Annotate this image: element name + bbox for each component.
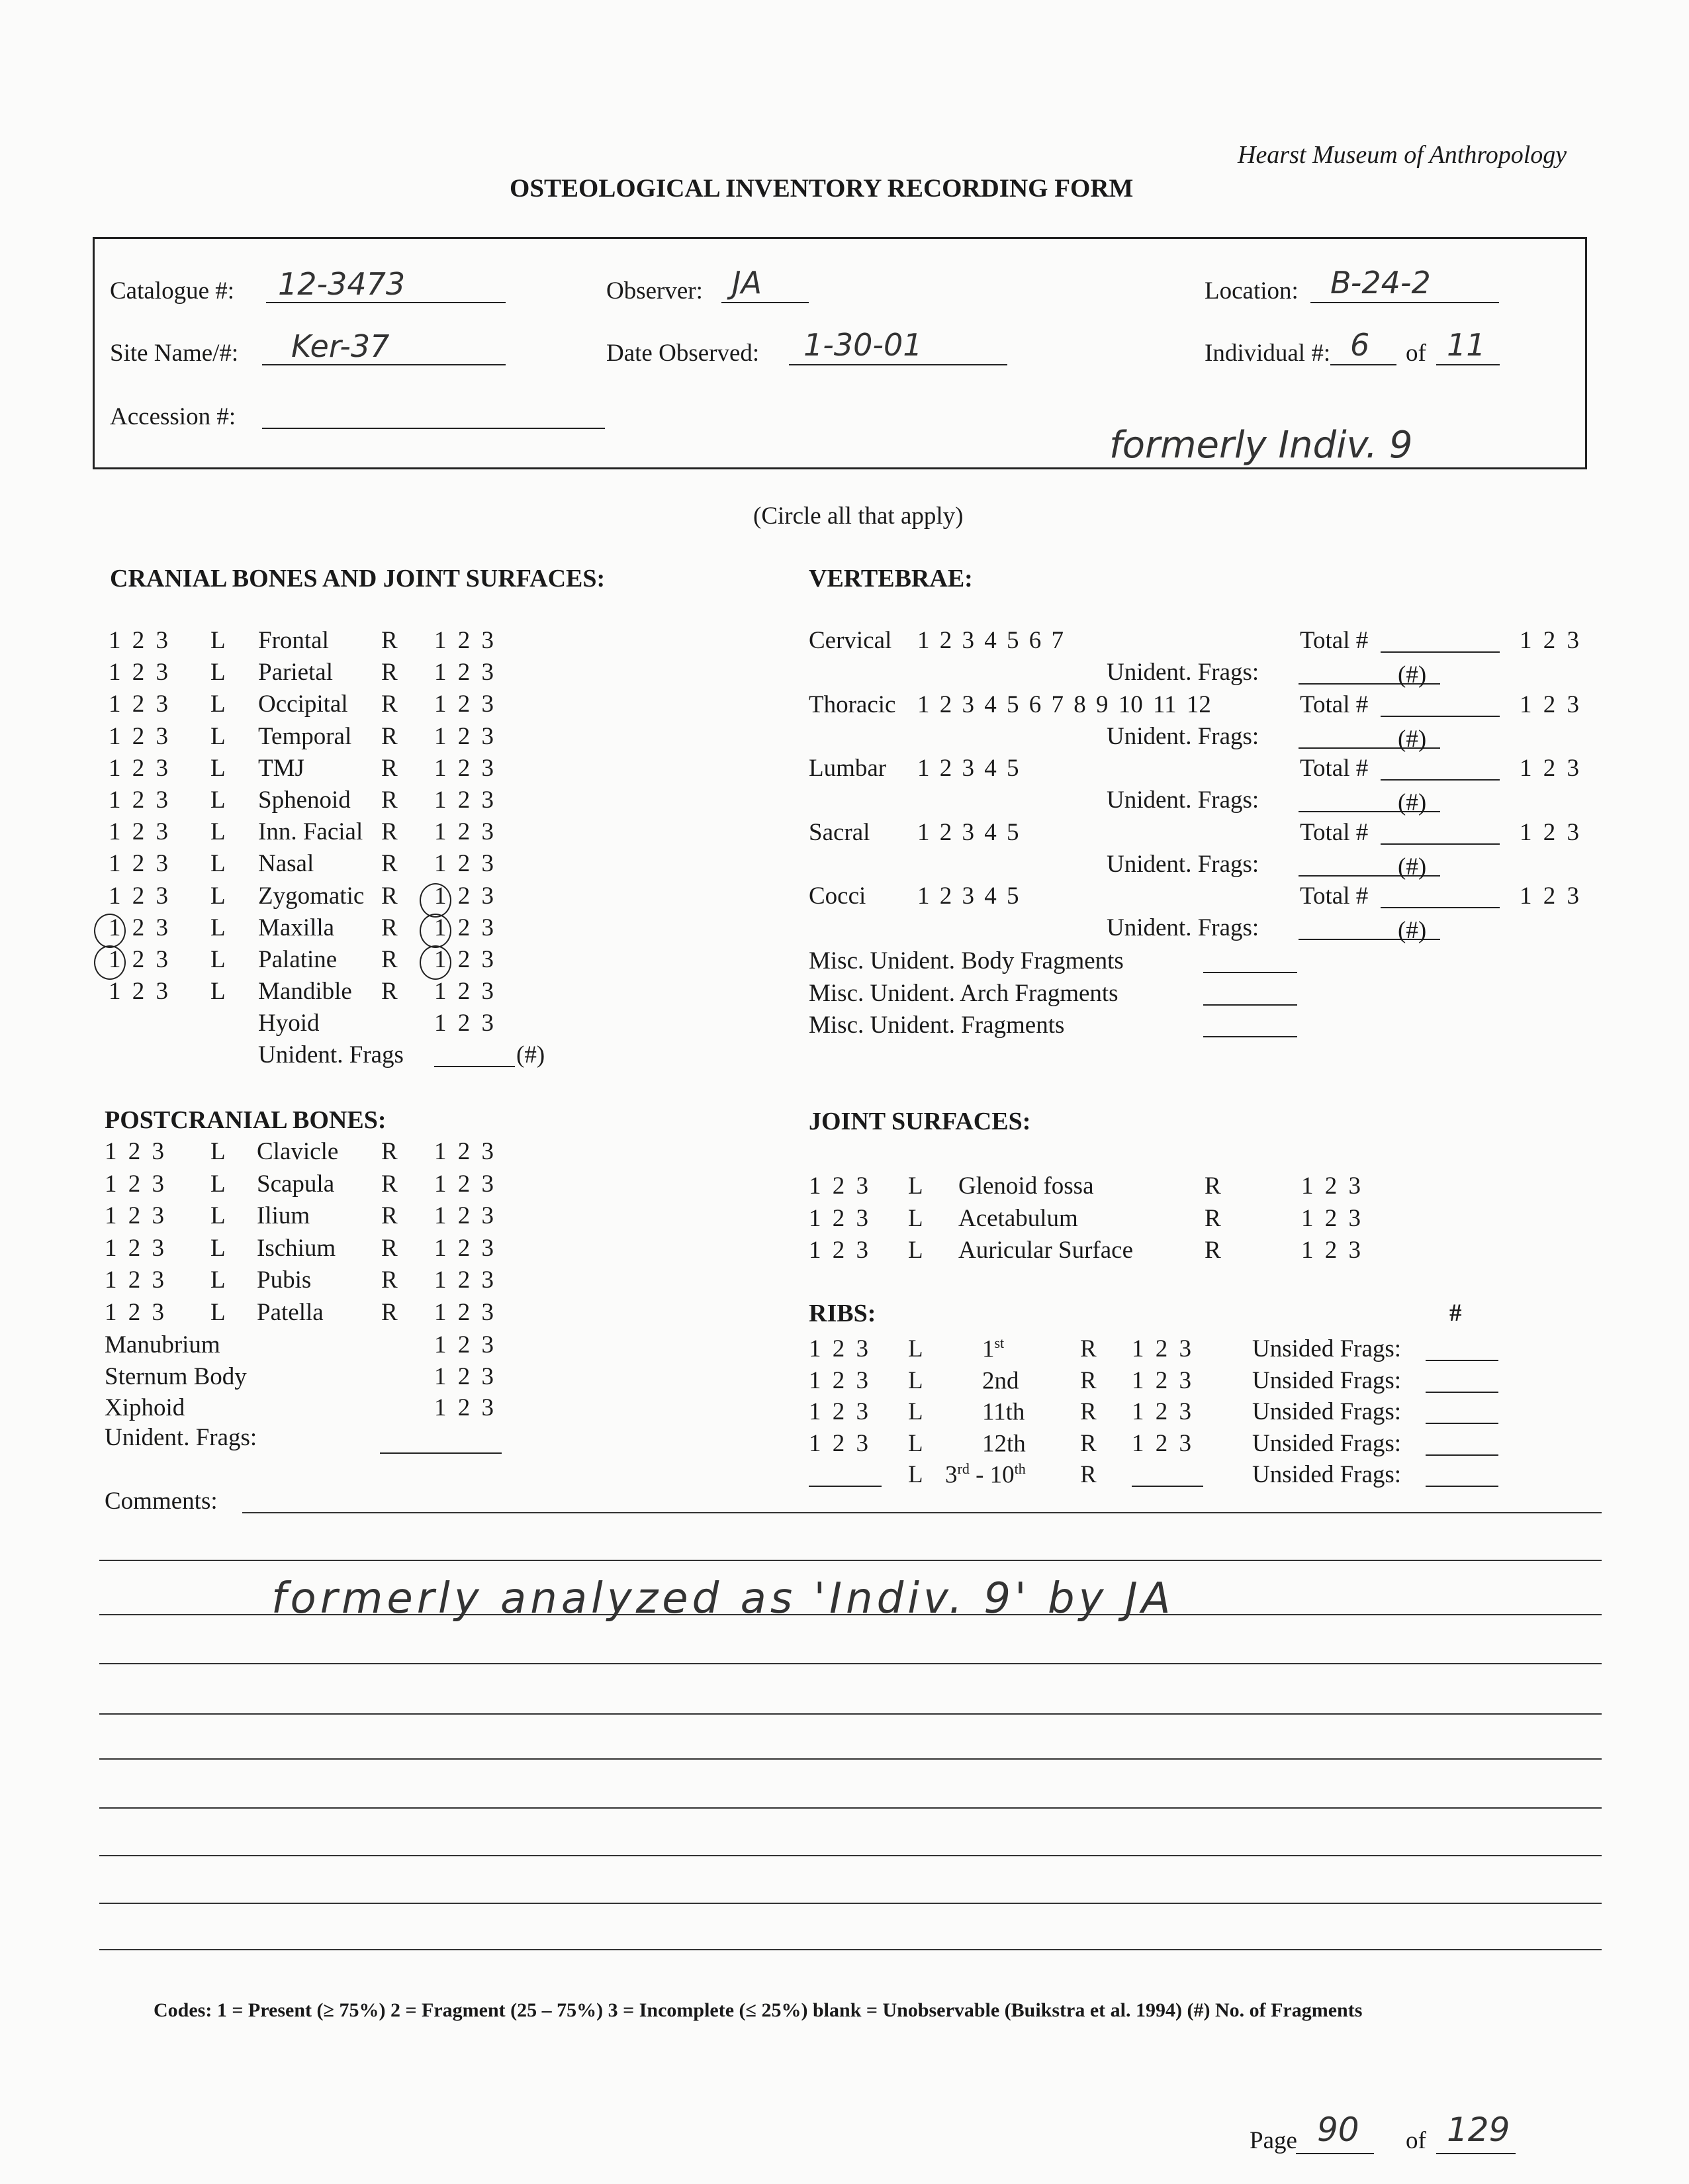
rib-name (982, 1335, 1004, 1363)
rib-right-codes[interactable]: 1 2 3 (1132, 1429, 1191, 1457)
cranial-left-codes[interactable]: 1 2 3 (109, 978, 168, 1006)
rib-unsided-label: Unsided Frags: (1252, 1335, 1402, 1362)
postcranial-bone-name: Scapula (257, 1170, 335, 1198)
cranial-right-codes[interactable]: 1 2 3 (434, 659, 494, 687)
vertebra-codes[interactable]: 1 2 3 (1520, 627, 1579, 654)
cranial-side-l: L (210, 818, 226, 846)
cranial-right-codes[interactable]: 1 2 3 (434, 882, 494, 910)
cranial-side-r: R (381, 627, 398, 654)
joint-left-codes[interactable]: 1 2 3 (809, 1172, 868, 1200)
observer-label: Observer: (606, 277, 703, 305)
joint-side-l: L (908, 1172, 923, 1200)
individual-total: 11 (1447, 327, 1486, 363)
cranial-side-l: L (210, 946, 226, 973)
cranial-left-codes[interactable]: 1 2 3 (109, 786, 168, 814)
postcranial-right-codes[interactable]: 1 2 3 (434, 1298, 494, 1326)
rib-name-text: 2nd (982, 1366, 1019, 1394)
postcranial-bone-name: Patella (257, 1298, 324, 1326)
postcranial-single-codes[interactable]: 1 2 3 (434, 1394, 494, 1421)
rib-left-codes[interactable]: 1 2 3 (809, 1335, 868, 1362)
cranial-heading: CRANIAL BONES AND JOINT SURFACES: (110, 565, 606, 593)
joint-side-l: L (908, 1237, 923, 1264)
vertebra-codes[interactable]: 1 2 3 (1520, 755, 1579, 782)
vertebra-codes[interactable]: 1 2 3 (1520, 690, 1579, 718)
cranial-bone-name: Frontal (258, 627, 329, 654)
page-of: of (1406, 2127, 1426, 2154)
rib-name-sup: st (994, 1335, 1005, 1351)
hyoid-label: Hyoid (258, 1010, 320, 1037)
cranial-bone-name: TMJ (258, 754, 304, 782)
rib-name (982, 1398, 1025, 1426)
postcranial-unident-field[interactable] (380, 1423, 502, 1454)
ribs-hash: # (1449, 1300, 1462, 1327)
rib-side-l: L (908, 1335, 923, 1362)
vertebra-unident-hash: (#) (1398, 661, 1427, 688)
vertebra-name: Cervical (809, 627, 892, 654)
misc-fragment-field[interactable] (1203, 975, 1297, 1006)
rib-side-r: R (1080, 1429, 1097, 1457)
cranial-side-r: R (381, 659, 398, 687)
vertebra-total-field[interactable] (1381, 750, 1500, 781)
cranial-side-r: R (381, 882, 398, 910)
page-total: 129 (1447, 2111, 1510, 2149)
vertebra-unident-label: Unident. Frags: (1107, 914, 1259, 941)
vertebra-total-field[interactable] (1381, 814, 1500, 845)
site-value: Ker-37 (291, 328, 390, 364)
cranial-bone-name: Nasal (258, 850, 314, 878)
postcranial-left-codes[interactable]: 1 2 3 (105, 1202, 164, 1229)
postcranial-side-l: L (210, 1266, 226, 1294)
postcranial-single-name: Manubrium (105, 1331, 220, 1358)
rib-unsided-label: Unsided Frags: (1252, 1429, 1402, 1457)
postcranial-side-l: L (210, 1202, 226, 1229)
cranial-right-codes[interactable]: 1 2 3 (434, 786, 494, 814)
rib-mid-b-sup: th (1014, 1460, 1026, 1477)
cranial-side-l: L (210, 882, 226, 910)
vertebra-name: Cocci (809, 882, 866, 910)
cranial-right-codes[interactable]: 1 2 3 (434, 946, 494, 973)
postcranial-side-r: R (381, 1298, 398, 1326)
comment-line[interactable] (99, 1903, 1602, 1904)
vertebra-total-label: Total # (1300, 755, 1369, 782)
postcranial-bone-name: Ischium (257, 1234, 336, 1262)
cranial-right-codes[interactable]: 1 2 3 (434, 850, 494, 878)
joint-side-r: R (1205, 1237, 1221, 1264)
formerly-note: formerly Indiv. 9 (1105, 424, 1416, 467)
vertebra-name: Lumbar (809, 755, 887, 782)
cranial-bone-name: Mandible (258, 978, 352, 1006)
cranial-side-r: R (381, 754, 398, 782)
page-label: Page (1250, 2127, 1297, 2154)
vertebra-name: Thoracic (809, 690, 896, 718)
postcranial-right-codes[interactable]: 1 2 3 (434, 1266, 494, 1294)
postcranial-bone-name: Ilium (257, 1202, 310, 1229)
joint-name: Acetabulum (958, 1204, 1078, 1232)
postcranial-side-r: R (381, 1234, 398, 1262)
joint-left-codes[interactable]: 1 2 3 (809, 1204, 868, 1232)
cranial-bone-name: Zygomatic (258, 882, 365, 910)
cranial-left-codes[interactable]: 1 2 3 (109, 850, 168, 878)
postcranial-single-codes[interactable]: 1 2 3 (434, 1362, 494, 1390)
cranial-unident-field[interactable] (434, 1038, 515, 1067)
comment-line[interactable] (242, 1512, 1602, 1513)
postcranial-single-name: Sternum Body (105, 1362, 247, 1390)
catalogue-value: 12-3473 (278, 266, 406, 302)
vertebra-total-field[interactable] (1381, 687, 1500, 717)
vertebra-unident-label: Unident. Frags: (1107, 722, 1259, 750)
joint-side-l: L (908, 1204, 923, 1232)
misc-fragment-label: Misc. Unident. Arch Fragments (809, 979, 1118, 1007)
joint-side-r: R (1205, 1204, 1221, 1232)
rib-name-text: 1 (982, 1335, 995, 1363)
comment-line[interactable] (99, 1560, 1602, 1561)
cranial-side-r: R (381, 978, 398, 1006)
postcranial-side-r: R (381, 1170, 398, 1198)
rib-unsided-field[interactable] (1426, 1427, 1498, 1456)
comment-line[interactable] (99, 1807, 1602, 1809)
misc-fragment-field[interactable] (1203, 943, 1297, 973)
cranial-side-r: R (381, 722, 398, 750)
palatine-l-1-circled (94, 945, 126, 980)
vertebra-total-label: Total # (1300, 882, 1369, 910)
cranial-left-codes[interactable]: 1 2 3 (109, 946, 168, 973)
site-label: Site Name/#: (110, 340, 239, 367)
instruction: (Circle all that apply) (753, 502, 964, 530)
vertebra-total-label: Total # (1300, 690, 1369, 718)
rib-left-codes[interactable]: 1 2 3 (809, 1398, 868, 1425)
cranial-side-r: R (381, 850, 398, 878)
cranial-side-r: R (381, 946, 398, 973)
cranial-side-l: L (210, 786, 226, 814)
postcranial-heading: POSTCRANIAL BONES: (105, 1106, 387, 1134)
cranial-right-codes[interactable]: 1 2 3 (434, 978, 494, 1006)
museum-name: Hearst Museum of Anthropology (1238, 141, 1567, 169)
joint-name: Glenoid fossa (958, 1172, 1094, 1200)
rib-mid-unsided-field[interactable] (1426, 1458, 1498, 1487)
individual-of: of (1406, 340, 1426, 367)
cranial-left-codes[interactable]: 1 2 3 (109, 690, 168, 718)
postcranial-left-codes[interactable]: 1 2 3 (105, 1266, 164, 1294)
joint-right-codes[interactable]: 1 2 3 (1301, 1172, 1361, 1200)
rib-mid-range (945, 1460, 1026, 1489)
cranial-side-r: R (381, 818, 398, 846)
postcranial-right-codes[interactable]: 1 2 3 (434, 1202, 494, 1229)
postcranial-side-l: L (210, 1170, 226, 1198)
rib-left-codes[interactable]: 1 2 3 (809, 1429, 868, 1457)
comment-line[interactable] (99, 1758, 1602, 1760)
cranial-right-codes[interactable]: 1 2 3 (434, 690, 494, 718)
location-label: Location: (1205, 277, 1299, 305)
individual-value: 6 (1350, 327, 1370, 363)
rib-unsided-label: Unsided Frags: (1252, 1398, 1402, 1425)
postcranial-left-codes[interactable]: 1 2 3 (105, 1234, 164, 1262)
postcranial-side-r: R (381, 1266, 398, 1294)
rib-name-text: 11th (982, 1398, 1025, 1426)
cranial-right-codes[interactable]: 1 2 3 (434, 754, 494, 782)
codes-legend: Codes: 1 = Present (≥ 75%) 2 = Fragment (25 – 75%) 3 = Incomplete (≤ 25%) blank = Unobservable (Buikstra et al. 1994) (#) No. of Fragments (154, 1999, 1363, 2021)
comments-label: Comments: (105, 1488, 218, 1515)
form-title: OSTEOLOGICAL INVENTORY RECORDING FORM (510, 174, 1134, 203)
postcranial-side-r: R (381, 1138, 398, 1165)
cranial-bone-name: Occipital (258, 690, 348, 718)
postcranial-left-codes[interactable]: 1 2 3 (105, 1138, 164, 1165)
rib-unsided-label: Unsided Frags: (1252, 1366, 1402, 1394)
postcranial-single-codes[interactable]: 1 2 3 (434, 1331, 494, 1358)
vertebra-total-field[interactable] (1381, 622, 1500, 653)
rib-mid-a-sup: rd (957, 1460, 970, 1477)
observer-value: JA (732, 265, 762, 301)
cranial-left-codes[interactable]: 1 2 3 (109, 627, 168, 654)
comment-handwritten: formerly analyzed as 'Indiv. 9' by JA (271, 1574, 1175, 1623)
accession-field[interactable] (262, 397, 605, 429)
postcranial-side-l: L (210, 1298, 226, 1326)
vertebra-name: Sacral (809, 818, 870, 846)
vertebrae-heading: VERTEBRAE: (809, 565, 973, 593)
postcranial-side-l: L (210, 1138, 226, 1165)
vertebra-unident-hash: (#) (1398, 917, 1427, 944)
cranial-bone-name: Temporal (258, 722, 352, 750)
postcranial-left-codes[interactable]: 1 2 3 (105, 1298, 164, 1326)
vertebra-numbers[interactable]: 1 2 3 4 5 6 7 (917, 627, 1064, 654)
cranial-left-codes[interactable]: 1 2 3 (109, 882, 168, 910)
cranial-unident-label: Unident. Frags (258, 1041, 404, 1068)
cranial-side-l: L (210, 690, 226, 718)
cranial-bone-name: Sphenoid (258, 786, 351, 814)
comment-line[interactable] (99, 1949, 1602, 1950)
vertebra-numbers[interactable]: 1 2 3 4 5 (917, 755, 1019, 782)
rib-mid-side-l: L (908, 1461, 923, 1488)
cranial-left-codes[interactable]: 1 2 3 (109, 754, 168, 782)
individual-label: Individual #: (1205, 340, 1331, 367)
maxilla-l-1-circled (94, 914, 126, 948)
rib-name (982, 1366, 1019, 1395)
rib-unsided-field[interactable] (1426, 1395, 1498, 1424)
misc-fragment-label: Misc. Unident. Body Fragments (809, 947, 1124, 974)
joint-right-codes[interactable]: 1 2 3 (1301, 1237, 1361, 1264)
vertebra-unident-label: Unident. Frags: (1107, 786, 1259, 814)
cranial-side-l: L (210, 914, 226, 941)
rib-mid-side-r: R (1080, 1461, 1097, 1488)
ribs-heading: RIBS: (809, 1300, 876, 1327)
joint-side-r: R (1205, 1172, 1221, 1200)
cranial-side-l: L (210, 627, 226, 654)
rib-right-codes[interactable]: 1 2 3 (1132, 1335, 1191, 1362)
postcranial-unident-label: Unident. Frags: (105, 1424, 257, 1451)
maxilla-r-1-circled (420, 914, 451, 948)
vertebra-unident-hash: (#) (1398, 789, 1427, 816)
rib-side-r: R (1080, 1398, 1097, 1425)
postcranial-side-l: L (210, 1234, 226, 1262)
date-value: 1-30-01 (803, 327, 923, 363)
postcranial-right-codes[interactable]: 1 2 3 (434, 1234, 494, 1262)
rib-side-l: L (908, 1366, 923, 1394)
joint-right-codes[interactable]: 1 2 3 (1301, 1204, 1361, 1232)
cranial-side-l: L (210, 754, 226, 782)
rib-side-l: L (908, 1429, 923, 1457)
rib-mid-a: 3 (945, 1461, 958, 1489)
vertebra-numbers[interactable]: 1 2 3 4 5 (917, 818, 1019, 846)
postcranial-side-r: R (381, 1202, 398, 1229)
zygomatic-r-1-circled (420, 883, 451, 918)
cranial-side-l: L (210, 850, 226, 878)
vertebra-unident-hash: (#) (1398, 725, 1427, 753)
location-value: B-24-2 (1330, 265, 1431, 301)
joint-left-codes[interactable]: 1 2 3 (809, 1237, 868, 1264)
cranial-right-codes[interactable]: 1 2 3 (434, 914, 494, 941)
date-label: Date Observed: (606, 340, 760, 367)
vertebra-total-label: Total # (1300, 627, 1369, 654)
rib-unsided-field[interactable] (1426, 1364, 1498, 1393)
rib-mid-dash: - 10 (969, 1461, 1015, 1489)
rib-left-codes[interactable]: 1 2 3 (809, 1366, 868, 1394)
rib-side-l: L (908, 1398, 923, 1425)
rib-name-text: 12th (982, 1429, 1026, 1457)
postcranial-right-codes[interactable]: 1 2 3 (434, 1170, 494, 1198)
cranial-side-l: L (210, 978, 226, 1006)
vertebra-codes[interactable]: 1 2 3 (1520, 882, 1579, 910)
vertebra-unident-label: Unident. Frags: (1107, 850, 1259, 878)
postcranial-right-codes[interactable]: 1 2 3 (434, 1138, 494, 1165)
misc-fragment-field[interactable] (1203, 1007, 1297, 1037)
cranial-right-codes[interactable]: 1 2 3 (434, 627, 494, 654)
cranial-bone-name: Maxilla (258, 914, 335, 941)
cranial-left-codes[interactable]: 1 2 3 (109, 722, 168, 750)
rib-right-codes[interactable]: 1 2 3 (1132, 1366, 1191, 1394)
postcranial-left-codes[interactable]: 1 2 3 (105, 1170, 164, 1198)
rib-mid-unsided-label: Unsided Frags: (1252, 1461, 1402, 1488)
comment-line[interactable] (99, 1855, 1602, 1856)
postcranial-single-name: Xiphoid (105, 1394, 185, 1421)
catalogue-label: Catalogue #: (110, 277, 235, 305)
cranial-side-r: R (381, 914, 398, 941)
cranial-right-codes[interactable]: 1 2 3 (434, 722, 494, 750)
rib-right-codes[interactable]: 1 2 3 (1132, 1398, 1191, 1425)
cranial-bone-name: Palatine (258, 946, 338, 973)
misc-fragment-label: Misc. Unident. Fragments (809, 1012, 1065, 1039)
page-number: 90 (1317, 2111, 1359, 2149)
rib-mid-left-field[interactable] (809, 1458, 882, 1487)
accession-label: Accession #: (110, 403, 236, 430)
rib-side-r: R (1080, 1366, 1097, 1394)
cranial-side-r: R (381, 786, 398, 814)
comment-line[interactable] (99, 1713, 1602, 1715)
cranial-bone-name: Inn. Facial (258, 818, 363, 846)
cranial-left-codes[interactable]: 1 2 3 (109, 818, 168, 846)
vertebra-numbers[interactable]: 1 2 3 4 5 6 7 8 9 10 11 12 (917, 690, 1211, 718)
rib-side-r: R (1080, 1335, 1097, 1362)
rib-mid-right-field[interactable] (1132, 1458, 1203, 1487)
joint-name: Auricular Surface (958, 1237, 1134, 1264)
comment-line[interactable] (99, 1663, 1602, 1664)
vertebra-codes[interactable]: 1 2 3 (1520, 818, 1579, 846)
cranial-left-codes[interactable]: 1 2 3 (109, 659, 168, 687)
cranial-unident-suffix: (#) (516, 1041, 545, 1068)
vertebra-total-field[interactable] (1381, 878, 1500, 908)
cranial-bone-name: Parietal (258, 659, 334, 687)
cranial-side-l: L (210, 722, 226, 750)
cranial-right-codes[interactable]: 1 2 3 (434, 818, 494, 846)
vertebra-numbers[interactable]: 1 2 3 4 5 (917, 882, 1019, 910)
cranial-left-codes[interactable]: 1 2 3 (109, 914, 168, 941)
postcranial-bone-name: Pubis (257, 1266, 312, 1294)
rib-unsided-field[interactable] (1426, 1332, 1498, 1361)
hyoid-codes[interactable]: 1 2 3 (434, 1010, 494, 1037)
palatine-r-1-circled (420, 945, 451, 980)
cranial-side-l: L (210, 659, 226, 687)
cranial-side-r: R (381, 690, 398, 718)
vertebra-unident-label: Unident. Frags: (1107, 659, 1259, 686)
vertebra-unident-hash: (#) (1398, 853, 1427, 880)
joints-heading: JOINT SURFACES: (809, 1108, 1031, 1135)
rib-name (982, 1429, 1026, 1458)
vertebra-total-label: Total # (1300, 818, 1369, 846)
postcranial-bone-name: Clavicle (257, 1138, 339, 1165)
